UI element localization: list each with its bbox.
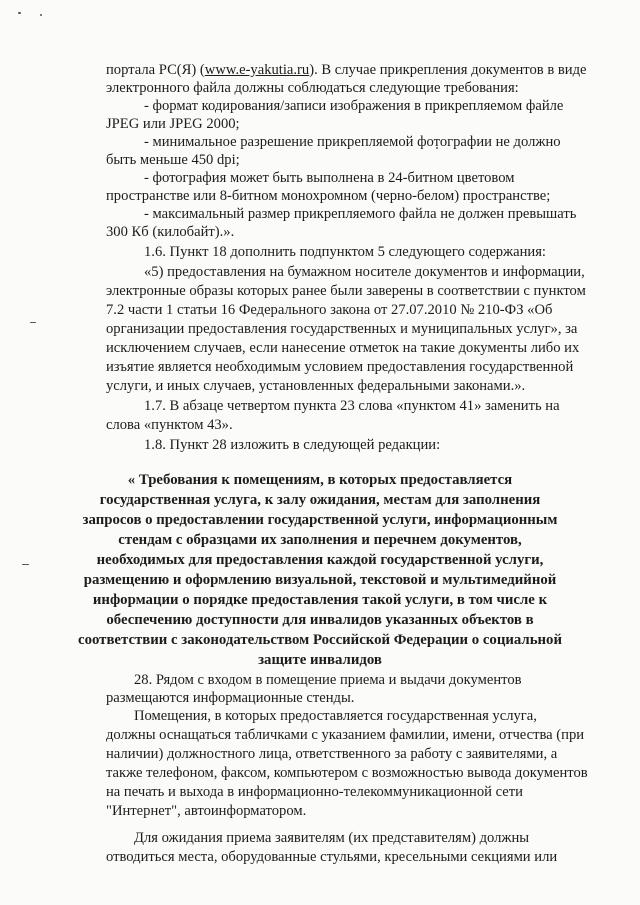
- text-line: пространстве или 8-битном монохромном (черно-белом) пространстве;: [106, 188, 551, 204]
- section-1-7: 1.7. В абзаце четвертом пункта 23 слова «пунктом 41» заменить на: [144, 398, 560, 414]
- list-item: - фотография может быть выполнена в 24-битном цветовом: [144, 170, 515, 186]
- heading-line: « Требования к помещениям, в которых предоставляется: [127, 472, 513, 488]
- heading-line: информации о порядке предоставления такой услуги, в том числе к: [92, 592, 548, 608]
- text-line: «5) предоставления на бумажном носителе документов и информации,: [144, 264, 585, 280]
- text-line: должны оснащаться табличками с указанием фамилии, имени, отчества (при: [106, 727, 585, 743]
- text-line: организации предоставления государственных и муниципальных услуг», за: [106, 321, 578, 337]
- text-line: также телефоном, факсом, компьютером с возможностью вывода документов: [106, 765, 588, 781]
- text-line: электронные образы которых ранее были заверены в соответствии с пунктом: [106, 283, 586, 299]
- heading-line: защите инвалидов: [258, 652, 382, 668]
- text-line: "Интернет", автоинформатором.: [106, 803, 307, 819]
- text-line: электронного файла должны соблюдаться следующие требования:: [106, 80, 519, 96]
- heading-line: размещению и оформлению визуальной, текстовой и мультимедийной: [83, 572, 557, 588]
- text-line: на печать и выхода в информационно-телекоммуникационной сети: [106, 784, 523, 800]
- text-line: 300 Кб (килобайт).».: [106, 224, 235, 240]
- heading-line: государственная услуга, к залу ожидания, местам для заполнения: [99, 492, 541, 508]
- text-line: наличии) должностного лица, ответственного за работу с заявителями, а: [106, 746, 558, 762]
- heading-line: необходимых для предоставления каждой государственной услуги,: [96, 552, 544, 568]
- heading-line: соответствии с законодательством Российской Федерации о социальной: [78, 632, 562, 648]
- scan-mark: [18, 12, 21, 14]
- text-line: изъятие является необходимым условием предоставления государственной: [106, 359, 574, 375]
- text-line: слова «пунктом 43».: [106, 417, 233, 433]
- list-item: - формат кодирования/записи изображения в прикрепляемом файле: [144, 98, 564, 114]
- section-1-6: 1.6. Пункт 18 дополнить подпунктом 5 следующего содержания:: [144, 244, 546, 260]
- heading-line: стендам с образцами их заполнения и перечнем документов,: [118, 532, 522, 548]
- scan-mark: [40, 14, 42, 16]
- text-line: отводиться места, оборудованные стульями, кресельными секциями или: [106, 849, 558, 865]
- text-line: быть меньше 450 dpi;: [106, 152, 240, 168]
- text-line: портала РС(Я) (www.e-yakutia.ru). В случае прикрепления документов в виде: [106, 62, 587, 78]
- text-line: Помещения, в которых предоставляется государственная услуга,: [134, 708, 537, 724]
- scan-mark: [30, 322, 36, 323]
- text-line: 7.2 части 1 статьи 16 Федерального закона от 27.07.2010 № 210-ФЗ «Об: [106, 302, 553, 318]
- text-line: Для ожидания приема заявителям (их представителям) должны: [134, 830, 530, 846]
- text-line: исключением случаев, если нанесение отметок на такие документы либо их: [106, 340, 580, 356]
- portal-link[interactable]: www.e-yakutia.ru: [204, 62, 310, 78]
- text-line: JPEG или JPEG 2000;: [106, 116, 240, 132]
- text-line: размещаются информационные стенды.: [106, 690, 355, 706]
- list-item: - минимальное разрешение прикрепляемой фотографии не должно: [144, 134, 561, 150]
- text-line: 28. Рядом с входом в помещение приема и выдачи документов: [134, 672, 522, 688]
- list-item: - максимальный размер прикрепляемого файла не должен превышать: [144, 206, 577, 222]
- heading-line: обеспечению доступности для инвалидов указанных объектов в: [106, 612, 534, 628]
- text-line: услуги, и иных случаев, установленных федеральными законами.».: [106, 378, 526, 394]
- section-1-8: 1.8. Пункт 28 изложить в следующей редакции:: [144, 437, 441, 453]
- heading-line: запросов о предоставлении государственной услуги, информационным: [82, 512, 558, 528]
